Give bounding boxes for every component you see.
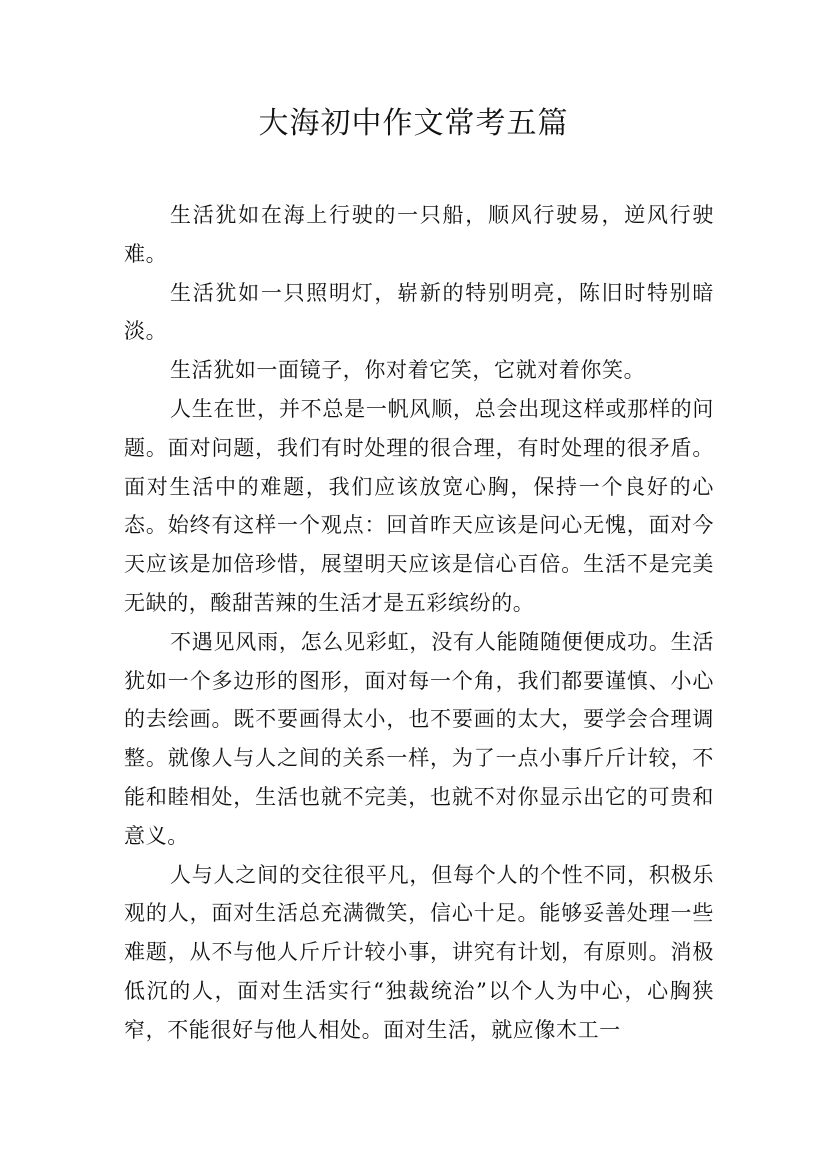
paragraph: 人生在世，并不总是一帆风顺，总会出现这样或那样的问题。面对问题，我们有时处理的很合理，有时处理的很矛盾。面对生活中的难题，我们应该放宽心胸，保持一个良好的心态。始终有这样一个观点：回首昨天应该是问心无愧，面对今天应该是加倍珍惜，展望明天应该是信心百倍。生活不是完美无缺的，酸甜苦辣的生活才是五彩缤纷的。	[124, 396, 714, 615]
paragraph: 生活犹如一面镜子，你对着它笑，它就对着你笑。	[170, 358, 646, 383]
document-title: 大海初中作文常考五篇	[258, 106, 569, 141]
paragraph: 人与人之间的交往很平凡，但每个人的个性不同，积极乐观的人，面对生活总充满微笑，信心十足。能够妥善处理一些难题，从不与他人斤斤计较小事，讲究有计划，有原则。消极低沉的人，面对生活实行“独裁统治”以个人为中心，心胸狭窄，不能很好与他人相处。面对生活，就应像木工一	[124, 862, 714, 1042]
paragraph: 生活犹如一只照明灯，崭新的特别明亮，陈旧时特别暗淡。	[124, 280, 714, 344]
paragraph: 生活犹如在海上行驶的一只船，顺风行驶易，逆风行驶难。	[124, 203, 714, 266]
document-body	[124, 196, 714, 1050]
paragraph: 不遇见风雨，怎么见彩虹，没有人能随随便便成功。生活犹如一个多边形的图形，面对每一个角，我们都要谨慎、小心的去绘画。既不要画得太小，也不要画的太大，要学会合理调整。就像人与人之间的关系一样，为了一点小事斤斤计较，不能和睦相处，生活也就不完美，也就不对你显示出它的可贵和意义。	[124, 629, 714, 848]
